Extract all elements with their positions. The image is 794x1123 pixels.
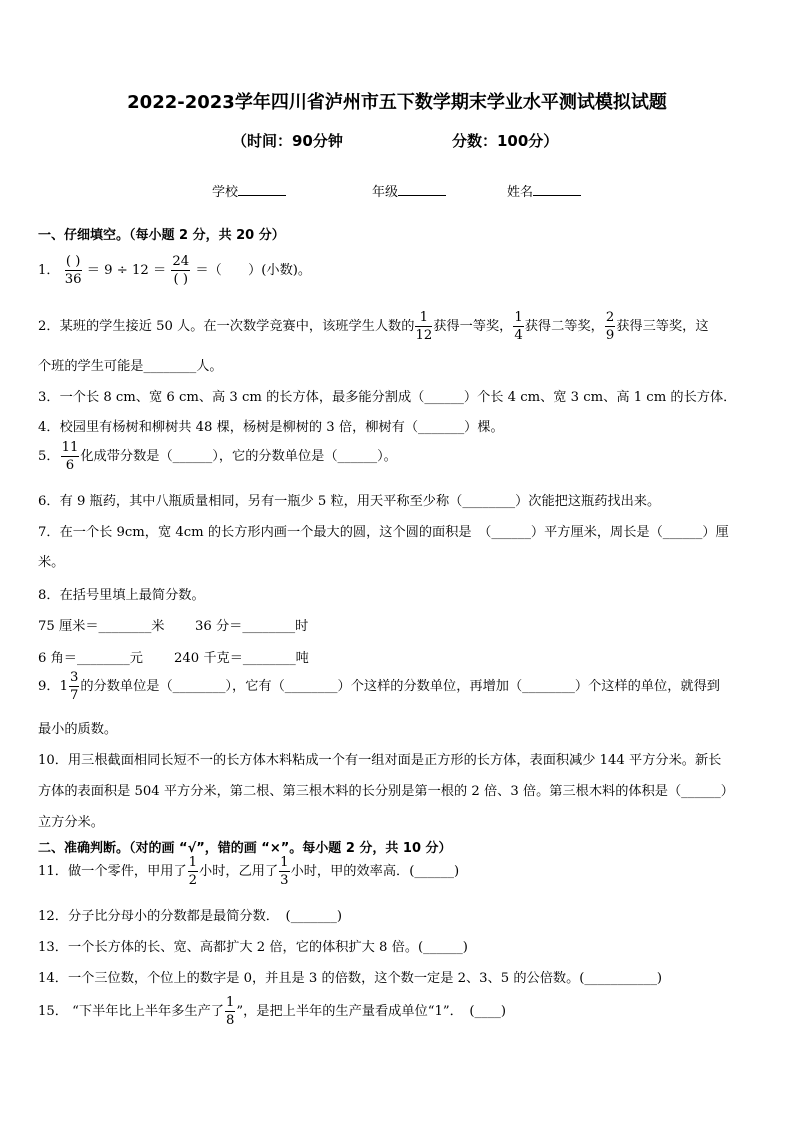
q15-text-b: ”，是把上半年的生产量看成单位“1”． (____): [236, 1004, 507, 1020]
q11-f1-den: 2: [188, 873, 198, 889]
q11-f1-num: 1: [188, 856, 198, 872]
exam-score: 分数：100分）: [452, 132, 559, 150]
section-2-heading: 二、准确判断。（对的画 “√”，错的画 “×”。每小题 2 分，共 10 分）: [38, 841, 452, 856]
question-4: 4．校园里有杨树和柳树共 48 棵，杨树是柳树的 3 倍，柳树有（_______）棵。: [38, 420, 504, 435]
question-7-line-2: 米。: [38, 555, 65, 570]
q9-den: 7: [69, 688, 79, 704]
q2-f3-den: 9: [605, 328, 615, 344]
name-blank[interactable]: [533, 183, 581, 196]
q15-fraction: [225, 996, 235, 1027]
question-8: 8．在括号里填上最简分数。: [38, 588, 205, 603]
q1-tail: ＝（ ）(小数)。: [195, 263, 312, 279]
q1-blank-numerator[interactable]: ( ): [65, 255, 82, 271]
question-5: [38, 441, 397, 472]
q5-num: 11: [61, 441, 80, 457]
q1-fraction-2: [171, 255, 190, 286]
grade-blank[interactable]: [398, 183, 446, 196]
question-2: [38, 311, 709, 342]
q9-whole: 1: [59, 679, 68, 695]
q8-item-b: 36 分＝________时: [195, 619, 309, 634]
q11-f2-num: 1: [279, 856, 289, 872]
q11-fraction-1: [188, 856, 198, 887]
exam-time: （时间：90分钟: [232, 132, 343, 150]
question-7: 7．在一个长 9cm，宽 4cm 的长方形内画一个最大的圆，这个圆的面积是 （______）平方厘米，周长是（______）厘: [38, 525, 729, 540]
q2-f3-num: 2: [605, 311, 615, 327]
q2-fraction-3: [605, 311, 615, 342]
q2-f2-num: 1: [513, 311, 523, 327]
q2-text-d: 获得三等奖，这: [616, 319, 709, 335]
q11-f2-den: 3: [280, 873, 289, 889]
q11-text-b: 小时，乙用了: [199, 864, 279, 880]
q11-text-c: 小时，甲的效率高．(______): [290, 864, 460, 880]
question-1: [38, 255, 311, 286]
q11-fraction-2: [279, 856, 289, 887]
question-13: 13．一个长方体的长、宽、高都扩大 2 倍，它的体积扩大 8 倍。(______): [38, 940, 468, 955]
question-9-line-2: 最小的质数。: [38, 722, 118, 737]
q15-num: 1: [225, 996, 235, 1012]
q2-text-b: 获得一等奖，: [433, 319, 513, 335]
q8-item-c: 6 角＝________元: [38, 651, 143, 666]
q15-den: 8: [225, 1013, 235, 1029]
question-12: 12．分子比分母小的分数都是最简分数． (_______): [38, 909, 343, 924]
question-15: [38, 996, 506, 1027]
q5-number: 5．: [38, 449, 60, 465]
school-blank[interactable]: [238, 183, 286, 196]
question-10-line-3: 立方分米。: [38, 815, 104, 830]
name-label: 姓名: [507, 185, 534, 200]
q2-fraction-1: [415, 311, 432, 342]
q9-number: 9．: [38, 679, 60, 695]
q9-num: 3: [69, 671, 79, 687]
question-2-line-2: 个班的学生可能是________人。: [38, 359, 223, 374]
q1-denominator: 36: [64, 272, 82, 288]
school-label: 学校: [212, 185, 239, 200]
exam-title: 2022-2023学年四川省泸州市五下数学期末学业水平测试模拟试题: [127, 92, 667, 113]
grade-field[interactable]: [372, 181, 446, 200]
q8-item-a: 75 厘米＝________米: [38, 619, 165, 634]
q2-text-c: 获得二等奖，: [524, 319, 604, 335]
question-9: [38, 671, 720, 702]
q1-middle: ＝ 9 ÷ 12 ＝: [86, 263, 167, 279]
question-11: [38, 856, 459, 887]
name-field[interactable]: [507, 181, 581, 200]
q2-f1-den: 12: [415, 328, 433, 344]
q8-item-d: 240 千克＝________吨: [174, 651, 309, 666]
q5-text: 化成带分数是（______），它的分数单位是（______）。: [80, 449, 397, 465]
q9-text: 的分数单位是（________），它有（________）个这样的分数单位，再增加（________）个这样的单位，就得到: [80, 679, 720, 695]
question-10-line-2: 方体的表面积是 504 平方分米，第二根、第三根木料的长分别是第一根的 2 倍、3 倍。第三根木料的体积是（______）: [38, 784, 734, 799]
q5-fraction: [61, 441, 80, 472]
q2-f2-den: 4: [514, 328, 523, 344]
q2-fraction-2: [513, 311, 523, 342]
q1-blank-denominator[interactable]: ( ): [173, 272, 188, 288]
question-14: 14．一个三位数，个位上的数字是 0，并且是 3 的倍数，这个数一定是 2、3、5 的公倍数。(___________): [38, 971, 663, 986]
q11-text-a: 11．做一个零件，甲用了: [38, 864, 187, 880]
q2-text-a: 2．某班的学生接近 50 人。在一次数学竞赛中，该班学生人数的: [38, 319, 415, 335]
q1-number: 1．: [38, 263, 60, 279]
grade-label: 年级: [372, 185, 399, 200]
q1-numerator: 24: [171, 255, 190, 271]
q2-f1-num: 1: [415, 311, 432, 327]
school-field[interactable]: [212, 181, 286, 200]
question-3: 3．一个长 8 cm、宽 6 cm、高 3 cm 的长方体，最多能分割成（______）个长 4 cm、宽 3 cm、高 1 cm 的长方体．: [38, 390, 737, 405]
section-1-heading: 一、仔细填空。（每小题 2 分，共 20 分）: [38, 228, 285, 243]
question-10: 10．用三根截面相同长短不一的长方体木料粘成一个有一组对面是正方形的长方体，表面积减少 144 平方分米。新长: [38, 753, 722, 768]
q9-fraction: [69, 671, 79, 702]
q15-text-a: 15． “下半年比上半年多生产了: [38, 1004, 224, 1020]
q5-den: 6: [65, 458, 75, 474]
q1-fraction-1: [65, 255, 82, 286]
question-6: 6．有 9 瓶药，其中八瓶质量相同，另有一瓶少 5 粒，用天平称至少称（________）次能把这瓶药找出来。: [38, 494, 661, 509]
